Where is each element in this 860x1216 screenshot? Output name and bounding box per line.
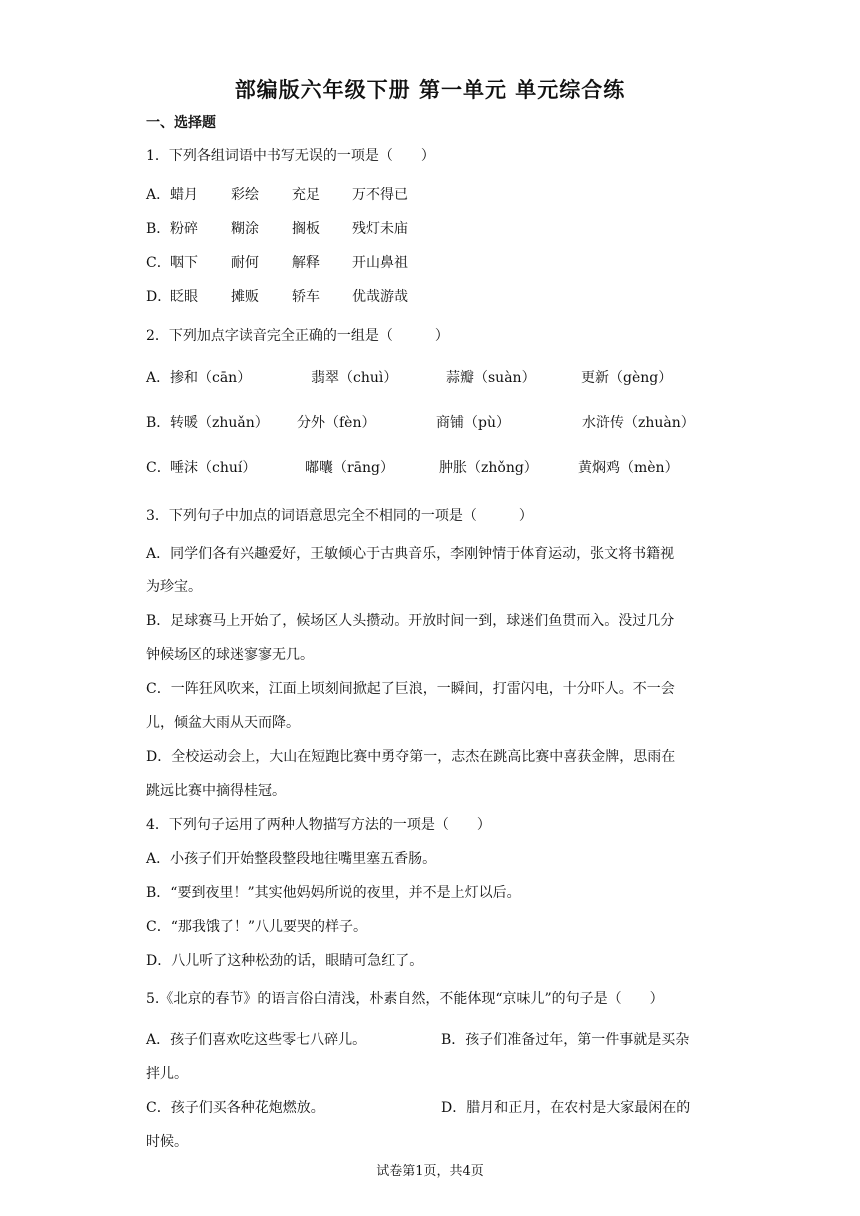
q5-stem: 5.《北京的春节》的语言俗白清浅，朴素自然，不能体现“京味儿”的句子是（ ） <box>146 991 664 1007</box>
q3-option-b-line1: B．足球赛马上开始了，候场区人头攒动。开放时间一到，球迷们鱼贯而入。没过几分 <box>146 613 675 629</box>
q3-option-b-line2: 钟候场区的球迷寥寥无几。 <box>146 647 314 663</box>
q1-option-label: C． <box>146 255 171 271</box>
q2-item: 更新（gèng） <box>581 370 673 386</box>
q5-option-b-line2: 拌儿。 <box>146 1066 188 1082</box>
q4-option-c: C．“那我饿了！”八儿要哭的样子。 <box>146 919 368 935</box>
q2-stem: 2．下列加点字读音完全正确的一组是（ ） <box>146 328 449 344</box>
q2-item: 蒜瓣（suàn） <box>446 370 536 386</box>
q2-option-label: B． <box>146 415 171 431</box>
section-heading: 一、选择题 <box>146 115 216 131</box>
q5-option-d-line1: D．腊月和正月，在农村是大家最闲在的 <box>441 1100 691 1116</box>
q5-option-c: C．孩子们买各种花炮燃放。 <box>146 1100 325 1116</box>
q1-word: 蜡月 <box>170 187 198 203</box>
q1-word: 万不得已 <box>352 187 408 203</box>
q2-item: 肿胀（zhǒng） <box>439 460 538 476</box>
q1-word: 开山鼻祖 <box>352 255 408 271</box>
q5-option-a: A．孩子们喜欢吃这些零七八碎儿。 <box>146 1032 367 1048</box>
q1-word: 优哉游哉 <box>352 289 408 305</box>
q4-stem: 4．下列句子运用了两种人物描写方法的一项是（ ） <box>146 817 491 833</box>
q3-option-c-line1: C．一阵狂风吹来，江面上顷刻间掀起了巨浪，一瞬间，打雷闪电，十分吓人。不一会 <box>146 681 675 697</box>
q2-item: 嘟囔（rāng） <box>305 460 395 476</box>
q1-word: 彩绘 <box>231 187 259 203</box>
q4-option-a: A．小孩子们开始整段整段地往嘴里塞五香肠。 <box>146 851 437 867</box>
q2-item: 商铺（pù） <box>436 415 510 431</box>
q1-word: 摊贩 <box>231 289 259 305</box>
q1-option-label: A． <box>146 187 171 203</box>
page-title: 部编版六年级下册 第一单元 单元综合练 <box>234 78 626 102</box>
q5-option-d-line2: 时候。 <box>146 1134 188 1150</box>
q1-option-label: D． <box>146 289 172 305</box>
q1-word: 耐何 <box>231 255 259 271</box>
q3-stem: 3．下列句子中加点的词语意思完全不相同的一项是（ ） <box>146 508 533 524</box>
q1-word: 残灯未庙 <box>352 221 408 237</box>
q3-option-a-line2: 为珍宝。 <box>146 579 202 595</box>
q1-word: 粉碎 <box>170 221 198 237</box>
q2-item: 翡翠（chuì） <box>311 370 398 386</box>
q1-word: 轿车 <box>292 289 320 305</box>
q2-item: 黄焖鸡（mèn） <box>578 460 679 476</box>
q1-word: 眨眼 <box>170 289 198 305</box>
q3-option-a-line1: A．同学们各有兴趣爱好，王敏倾心于古典音乐，李刚钟情于体育运动，张文将书籍视 <box>146 546 675 562</box>
q2-item: 转暖（zhuǎn） <box>170 415 269 431</box>
q1-word: 充足 <box>292 187 320 203</box>
q1-stem: 1．下列各组词语中书写无误的一项是（ ） <box>146 148 435 164</box>
q1-word: 糊涂 <box>231 221 259 237</box>
q4-option-b: B．“要到夜里！”其实他妈妈所说的夜里，并不是上灯以后。 <box>146 885 521 901</box>
q4-option-d: D．八儿听了这种松劲的话，眼睛可急红了。 <box>146 953 424 969</box>
q2-item: 分外（fèn） <box>297 415 376 431</box>
q1-option-label: B． <box>146 221 171 237</box>
page-footer: 试卷第1页，共4页 <box>376 1164 484 1179</box>
q3-option-d-line2: 跳远比赛中摘得桂冠。 <box>146 783 286 799</box>
q1-word: 咽下 <box>170 255 198 271</box>
q2-item: 水浒传（zhuàn） <box>582 415 695 431</box>
q3-option-d-line1: D．全校运动会上，大山在短跑比赛中勇夺第一，志杰在跳高比赛中喜获金牌，思雨在 <box>146 749 676 765</box>
q2-option-label: A． <box>146 370 171 386</box>
q1-word: 搁板 <box>292 221 320 237</box>
q2-item: 唾沫（chuí） <box>170 460 257 476</box>
q5-option-b-line1: B．孩子们准备过年，第一件事就是买杂 <box>441 1032 690 1048</box>
q2-option-label: C． <box>146 460 171 476</box>
q1-word: 解释 <box>292 255 320 271</box>
q3-option-c-line2: 儿，倾盆大雨从天而降。 <box>146 715 300 731</box>
q2-item: 掺和（cān） <box>170 370 252 386</box>
